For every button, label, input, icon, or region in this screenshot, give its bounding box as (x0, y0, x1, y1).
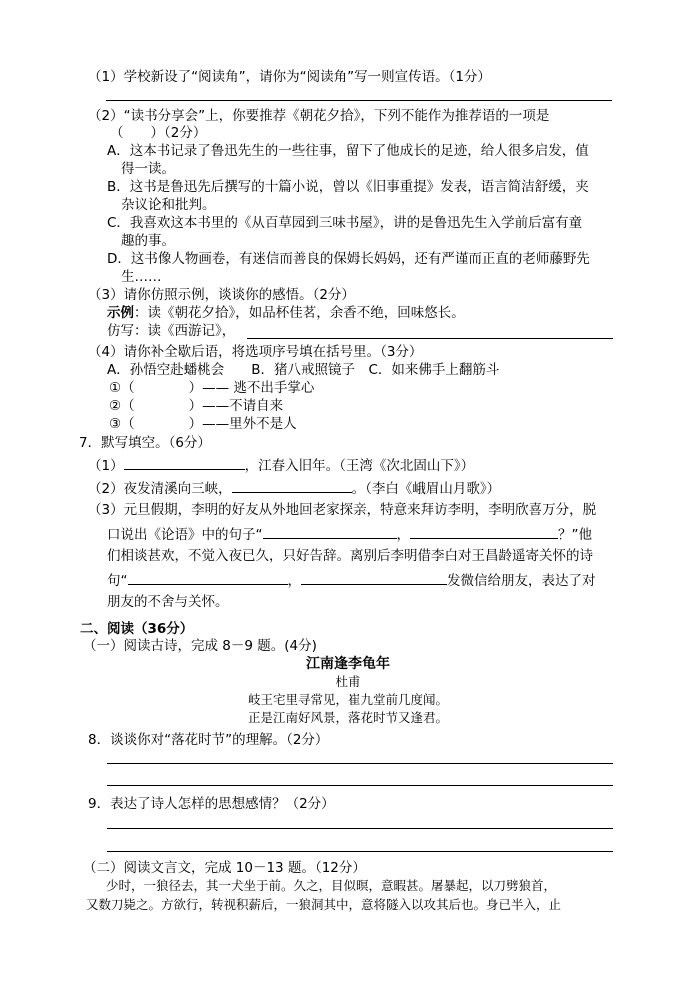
q7-l1-suffix: ，江春入旧年。（王湾《次北固山下》） (244, 458, 475, 474)
q7-l3d-prefix: 句“ (107, 573, 128, 589)
passage-line2: 又数刀毙之。方欲行，转视积薪后，一狼洞其中，意将隧入以攻其后也。身已半入，止 (86, 897, 562, 912)
q6-part4-prompt: （4）请你补全歇后语，将选项序号填在括号里。（3分） (88, 344, 423, 360)
q9-answer-line1[interactable] (107, 828, 613, 829)
option-b-line2: 杂议论和批判。 (121, 197, 216, 213)
q6-part4-item2[interactable]: ②（ ）——不请自来 (109, 398, 284, 414)
reading-section-heading: 二、阅读（36分） (80, 621, 194, 637)
q6-part3-prompt: （3）请你仿照示例，谈谈你的感悟。（2分） (88, 287, 355, 303)
option-a-line2: 得一读。 (121, 161, 175, 177)
option-d-line1: D．这书像人物画卷，有迷信而善良的保姆长妈妈，还有严谨而正直的老师藤野先 (107, 251, 590, 267)
reading-part1-heading: （一）阅读古诗，完成 8－9 题。(4分) (83, 638, 317, 654)
q7-l3b-suffix: ？”他 (558, 527, 592, 543)
q7-l3b-comma: ， (396, 527, 410, 543)
q9-answer-line2[interactable] (107, 851, 613, 852)
q7-l3d-comma: ， (287, 573, 301, 589)
q7-l1-prefix: （1） (88, 458, 124, 474)
q7-line3a: （3）元旦假期，李明的好友从外地回老家探亲，特意来拜访李明，李明欣喜万分，脱 (88, 502, 597, 518)
q7-line3c: 们相谈甚欢，不觉入夜已久，只好告辞。离别后李明借李白对王昌龄遥寄关怀的诗 (107, 548, 593, 564)
q7-title: 7．默写填空。（6分） (79, 435, 211, 451)
passage-line1: 少时，一狼径去，其一犬坐于前。久之，目似暝，意暇甚。屠暴起，以刀劈狼首， (106, 878, 557, 893)
poem-title: 江南逢李龟年 (306, 656, 390, 672)
option-d-line2: 生…… (121, 269, 162, 285)
q6-part1-prompt: （1）学校新设了“阅读角”，请你为“阅读角”写一则宣传语。（1分） (88, 69, 491, 85)
q7-l2-suffix: 。（李白《峨眉山月歌》） (351, 481, 501, 497)
option-b-line1: B．这书是鲁迅先后撰写的十篇小说，曾以《旧事重提》发表，语言简洁舒缓，夹 (107, 179, 589, 195)
q6-part4-item3[interactable]: ③（ ）——里外不是人 (109, 416, 297, 432)
q7-blank5[interactable] (128, 570, 288, 585)
q7-line3b (107, 524, 592, 544)
poem-line2: 正是江南好风景，落花时节又逢君。 (247, 710, 448, 725)
option-a-line1: A．这本书记录了鲁迅先生的一些往事，留下了他成长的足迹，给人很多启发，值 (107, 143, 589, 159)
q7-l3b-prefix: 口说出《论语》中的句子“ (107, 527, 263, 543)
q6-part1-answer-line[interactable] (106, 100, 612, 101)
q6-part4-options: A．孙悟空赴蟠桃会 B．猪八戒照镜子 C．如来佛手上翻筋斗 (107, 362, 500, 378)
option-c-line1: C．我喜欢这本书里的《从百草园到三味书屋》，讲的是鲁迅先生入学前后富有童 (107, 215, 583, 231)
q7-line2 (88, 478, 500, 498)
q6-part2-bracket: （ ）（2分） (110, 125, 207, 141)
example-text: ：读《朝花夕拾》，如品杯佳茗，余香不绝，回味悠长。 (134, 305, 465, 321)
q6-part3-example (107, 304, 465, 322)
q7-l3d-suffix: 发微信给朋友，表达了对 (447, 573, 596, 589)
q6-part3-answer-line[interactable] (247, 338, 613, 339)
q7-blank1[interactable] (124, 455, 245, 470)
q7-blank2[interactable] (232, 478, 352, 493)
poem-line1: 岐王宅里寻常见，崔九堂前几度闻。 (247, 692, 448, 707)
q7-l2-prefix: （2）夜发清溪向三峡， (88, 481, 232, 497)
question-9: 9．表达了诗人怎样的思想感情？（2分） (88, 796, 335, 812)
q7-line3d (107, 570, 596, 590)
option-c-line2: 趣的事。 (121, 233, 175, 249)
q7-line3e: 朋友的不舍与关怀。 (107, 594, 229, 610)
q6-part4-item1[interactable]: ①（ ）—— 逃不出手掌心 (109, 380, 315, 396)
q7-line1 (88, 455, 474, 475)
q8-answer-line1[interactable] (107, 763, 613, 764)
poem-author: 杜甫 (335, 674, 361, 689)
q7-blank3[interactable] (263, 524, 397, 539)
example-label: 示例 (107, 305, 134, 321)
q6-part3-imitate: 仿写：读《西游记》， (107, 323, 236, 339)
q6-part2-prompt: （2）“读书分享会”上，你要推荐《朝花夕拾》，下列不能作为推荐语的一项是 (88, 108, 550, 124)
q8-answer-line2[interactable] (107, 785, 613, 786)
question-8: 8．谈谈你对“落花时节”的理解。（2分） (88, 732, 329, 748)
q7-blank4[interactable] (410, 524, 558, 539)
q7-blank6[interactable] (301, 570, 447, 585)
reading-part2-heading: （二）阅读文言文，完成 10－13 题。（12分） (83, 860, 366, 876)
